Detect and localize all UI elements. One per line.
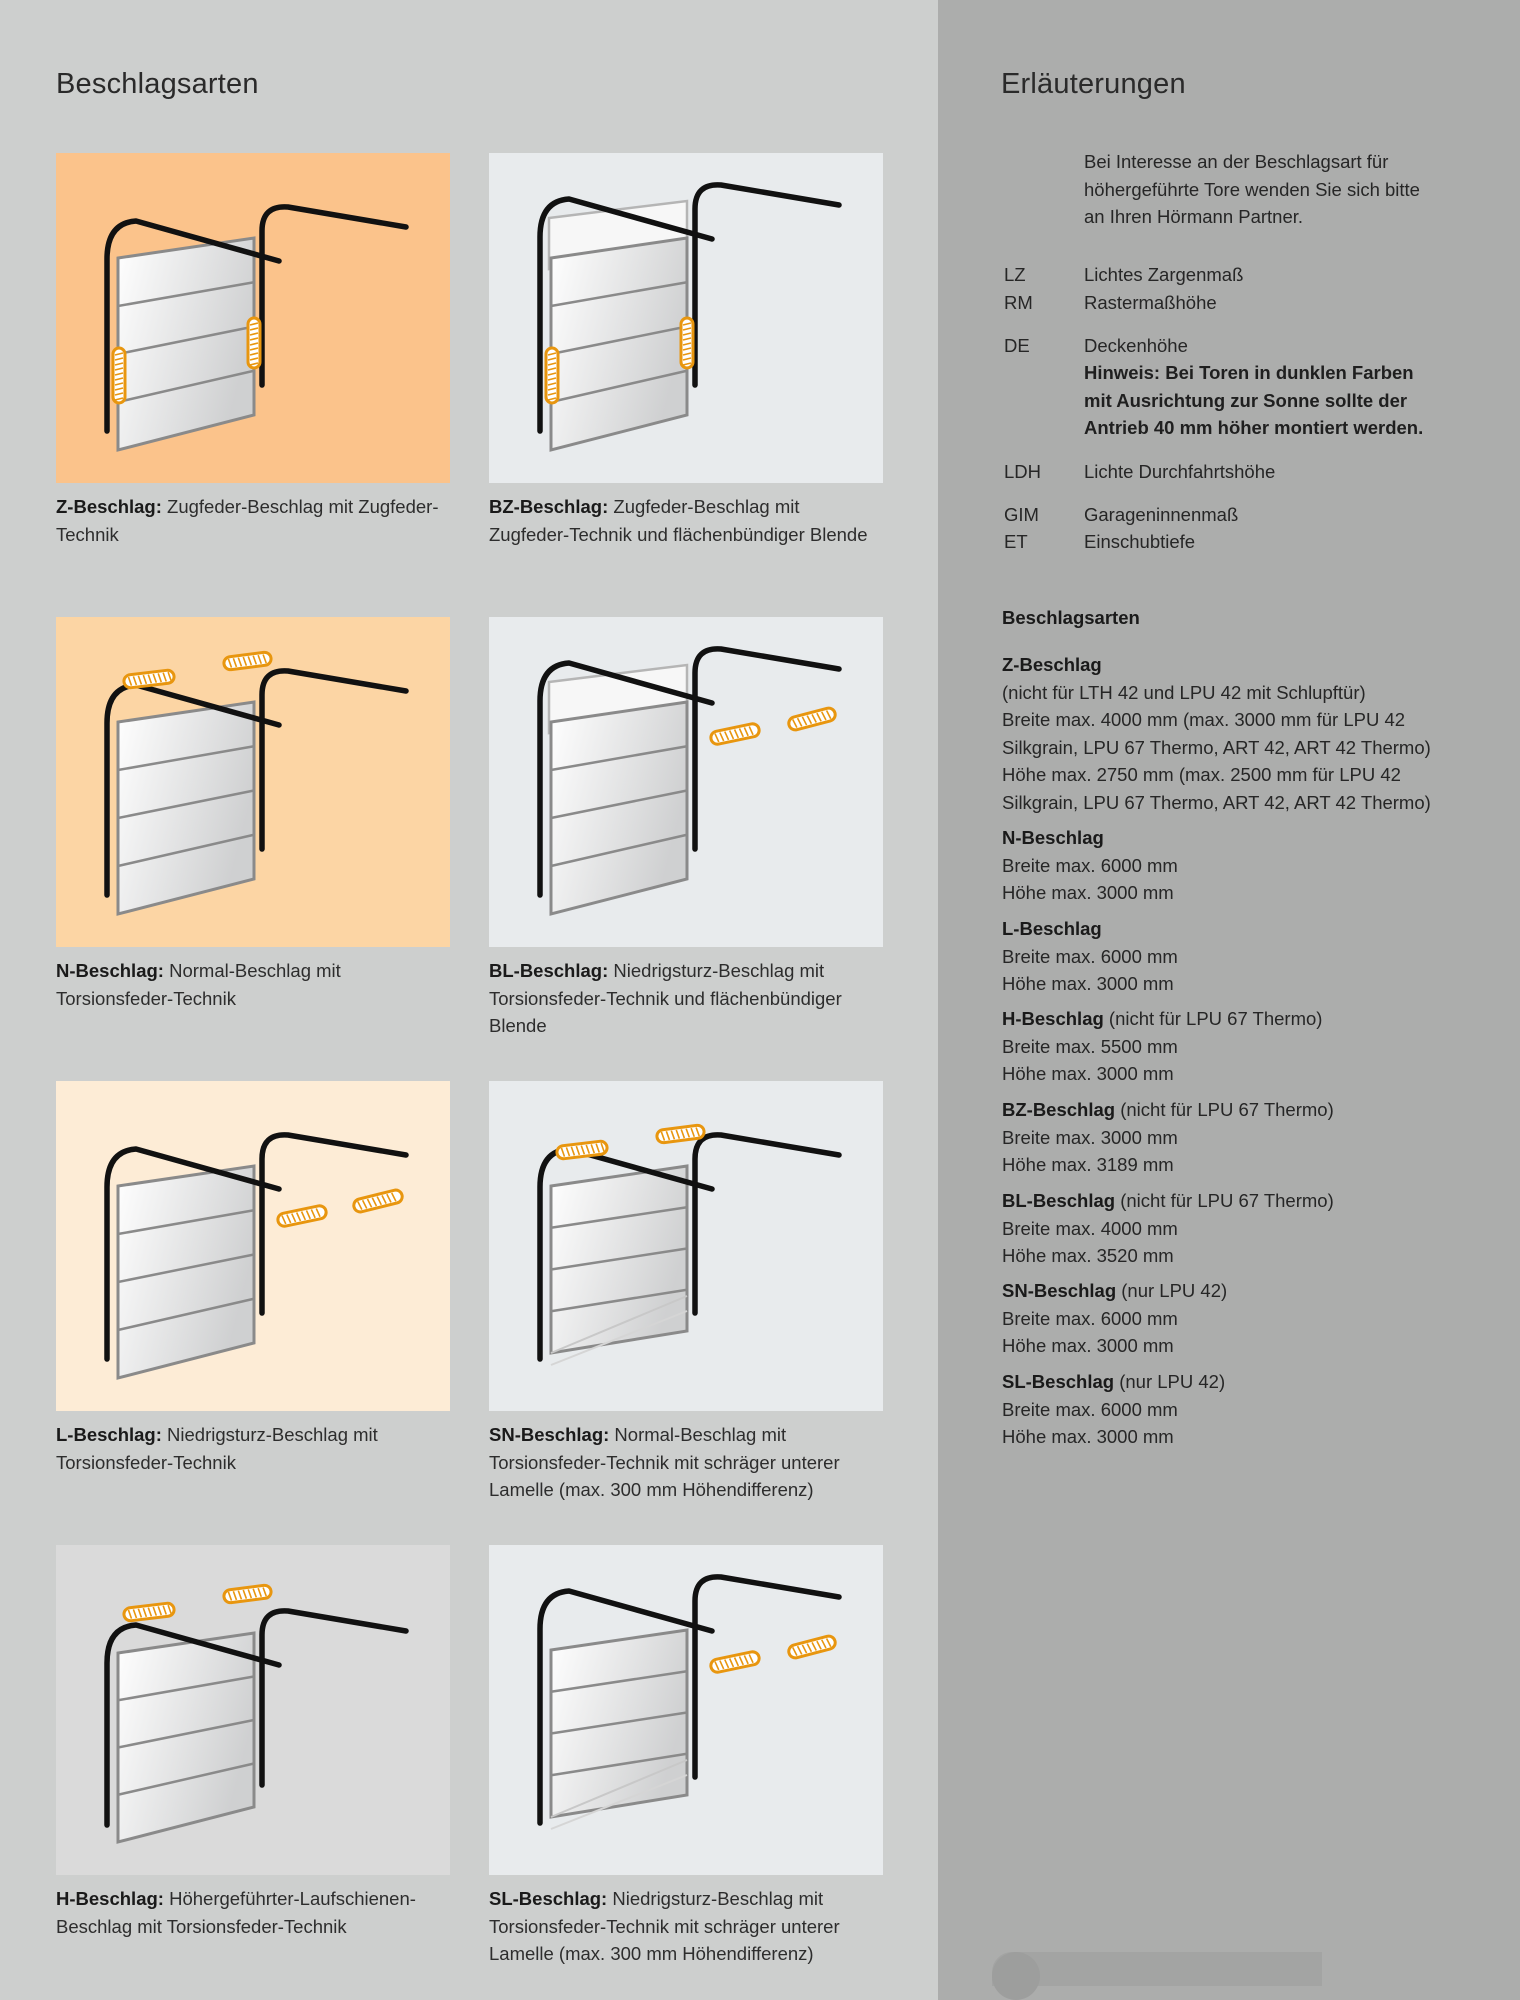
tile-h xyxy=(56,1545,450,1940)
spring-icon xyxy=(710,723,761,746)
footer-circle xyxy=(992,1952,1040,2000)
door-panel xyxy=(118,238,254,450)
tile-caption: L-Beschlag: Niedrigsturz-Beschlag mit Torsionsfeder-Technik xyxy=(56,1424,378,1473)
door-panel xyxy=(551,702,687,914)
tile-sn xyxy=(489,1081,883,1504)
explanations-title: Erläuterungen xyxy=(1001,68,1186,100)
tile-z xyxy=(56,153,450,548)
door-illustration xyxy=(56,1545,450,1875)
door-illustration xyxy=(56,1081,450,1411)
spring-icon xyxy=(787,1635,836,1660)
spring-icon xyxy=(710,1651,761,1674)
door-panel xyxy=(551,238,687,450)
spring-icon xyxy=(352,1189,403,1214)
spring-icon xyxy=(546,348,558,403)
tile-caption: Z-Beschlag: Zugfeder-Beschlag mit Zugfeder-Technik xyxy=(56,496,439,545)
tile-caption: H-Beschlag: Höhergeführter-Laufschienen-Beschlag mit Torsionsfeder-Technik xyxy=(56,1888,416,1937)
tile-sl xyxy=(489,1545,883,1968)
spec-h: H-Beschlag (nicht für LPU 67 Thermo) Breite max. 5500 mm Höhe max. 3000 mm xyxy=(1002,1008,1323,1084)
tile-caption: N-Beschlag: Normal-Beschlag mit Torsionsfeder-Technik xyxy=(56,960,341,1009)
door-illustration xyxy=(489,1545,883,1875)
page-title: Beschlagsarten xyxy=(56,68,259,100)
tile-caption: BZ-Beschlag: Zugfeder-Beschlag mit Zugfeder-Technik und flächenbündiger Blende xyxy=(489,496,868,545)
spring-icon xyxy=(123,1603,175,1622)
spring-icon xyxy=(277,1205,328,1228)
spec-sl: SL-Beschlag (nur LPU 42) Breite max. 6000 mm Höhe max. 3000 mm xyxy=(1002,1371,1226,1447)
spring-icon xyxy=(113,348,125,403)
door-illustration xyxy=(489,153,883,483)
spec-z: Z-Beschlag (nicht für LTH 42 und LPU 42 mit Schlupftür) Breite max. 4000 mm (max. 3000 mm für LPU 42 Silkgrain, LPU 67 Thermo, ART 42, ART 42 Thermo) Höhe max. 2750 mm (max. 2500 mm für LPU 42 Silkgrain, LPU 67 Thermo, ART 42, ART 42 Thermo) xyxy=(1002,654,1431,813)
tile-l xyxy=(56,1081,450,1476)
spec-sn: SN-Beschlag (nur LPU 42) Breite max. 6000 mm Höhe max. 3000 mm xyxy=(1002,1280,1228,1356)
spring-icon xyxy=(223,652,272,671)
door-panel xyxy=(118,1166,254,1378)
spec-l: L-Beschlag Breite max. 6000 mm Höhe max. 3000 mm xyxy=(1002,918,1178,994)
spring-icon xyxy=(223,1585,272,1604)
door-panel xyxy=(118,702,254,914)
tile-caption: SN-Beschlag: Normal-Beschlag mit Torsionsfeder-Technik mit schräger unterer Lamelle (max. 300 mm Höhendifferenz) xyxy=(489,1424,840,1500)
section-title: Beschlagsarten xyxy=(1002,607,1140,628)
spring-icon xyxy=(681,318,693,368)
door-illustration xyxy=(489,617,883,947)
tile-caption: BL-Beschlag: Niedrigsturz-Beschlag mit Torsionsfeder-Technik und flächenbündiger Blende xyxy=(489,960,842,1036)
tile-caption: SL-Beschlag: Niedrigsturz-Beschlag mit Torsionsfeder-Technik mit schräger unterer Lamelle (max. 300 mm Höhendifferenz) xyxy=(489,1888,840,1964)
tile-n xyxy=(56,617,450,1012)
spring-icon xyxy=(248,318,260,368)
door-illustration xyxy=(56,617,450,947)
footer-tab xyxy=(992,1952,1322,1986)
door-panel xyxy=(118,1633,254,1842)
intro-text: Bei Interesse an der Beschlagsart für höhergeführte Tore wenden Sie sich bitte an Ihren Hörmann Partner. xyxy=(1084,151,1420,227)
tile-bz xyxy=(489,153,883,548)
spec-n: N-Beschlag Breite max. 6000 mm Höhe max. 3000 mm xyxy=(1002,827,1178,903)
door-illustration xyxy=(56,153,450,483)
door-illustration xyxy=(489,1081,883,1411)
spec-bz: BZ-Beschlag (nicht für LPU 67 Thermo) Breite max. 3000 mm Höhe max. 3189 mm xyxy=(1002,1099,1334,1175)
spring-icon xyxy=(787,707,836,732)
spring-icon xyxy=(123,670,175,689)
tile-bl xyxy=(489,617,883,1040)
spec-bl: BL-Beschlag (nicht für LPU 67 Thermo) Breite max. 4000 mm Höhe max. 3520 mm xyxy=(1002,1190,1334,1266)
